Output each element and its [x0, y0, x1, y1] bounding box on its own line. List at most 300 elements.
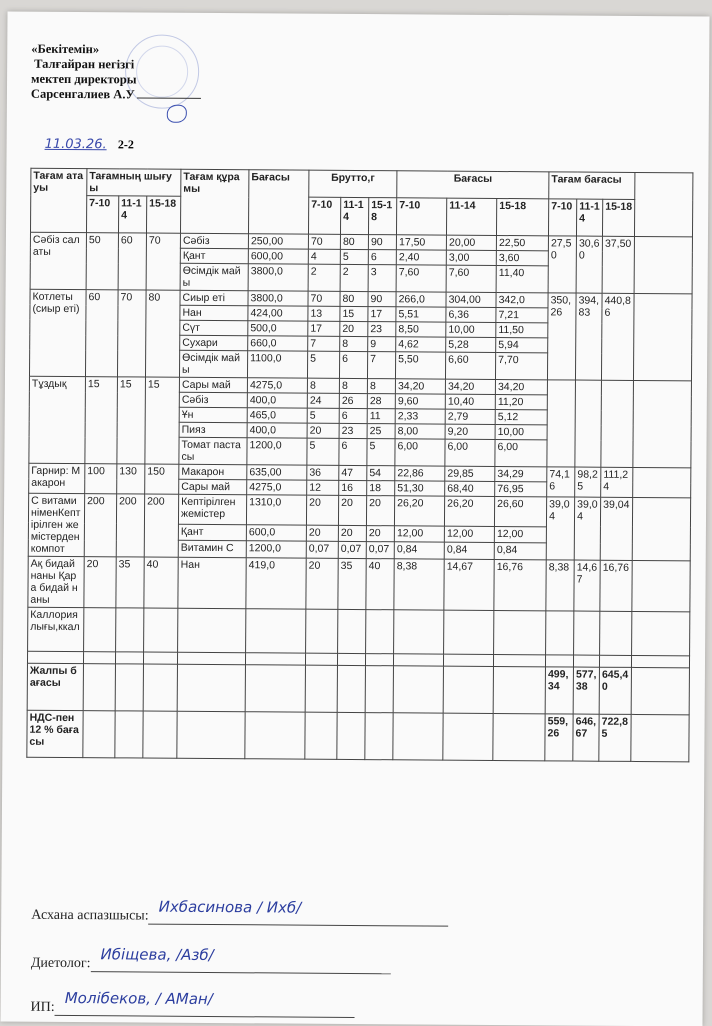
ingredient-gross: 20	[366, 496, 394, 526]
ingredient-price: 600,0	[246, 525, 306, 542]
calories-row	[28, 607, 690, 656]
age-header-row	[30, 195, 692, 237]
ingredient-gross: 6	[339, 438, 367, 465]
ingredient-price: 250,00	[248, 234, 308, 249]
ingredient-gross: 20	[307, 423, 339, 438]
ingredient-price: 400,0	[247, 393, 307, 408]
ingredient-name: Томат пастасы	[179, 437, 247, 464]
vat-row-value: 646,67	[573, 714, 599, 761]
header-composition: Тағам құрамы	[181, 169, 249, 233]
age-group: 7-10	[549, 199, 577, 236]
ingredient-cost: 11,40	[496, 265, 548, 292]
dish-total: 16,76	[600, 560, 632, 611]
ingredient-price: 3800,0	[248, 291, 308, 306]
signature-role: Асхана аспазшысы:	[31, 907, 149, 924]
empty-cell	[306, 653, 338, 665]
ingredient-price: 465,0	[247, 408, 307, 423]
ingredient-cost: 8,00	[395, 424, 445, 439]
empty-cell	[494, 610, 546, 654]
dish-total: 30,60	[576, 236, 602, 293]
ingredient-name: Нан	[178, 557, 246, 608]
empty-cell	[246, 653, 306, 665]
dish-name: Ақ бидай наны Қара бидай наны	[28, 556, 84, 607]
empty-cell	[600, 611, 632, 655]
empty-cell	[634, 236, 692, 293]
ingredient-name: Сиыр еті	[180, 290, 248, 305]
header-gross: Брутто,г	[309, 170, 397, 198]
empty-cell	[493, 713, 545, 760]
ingredient-gross: 5	[367, 439, 395, 466]
empty-cell	[115, 711, 143, 758]
handwritten-signature: Молібеков, / АМан/	[64, 988, 213, 1009]
dish-total: 39,04	[600, 497, 632, 560]
menu-document	[0, 12, 709, 1026]
ingredient-gross: 8	[307, 378, 339, 393]
empty-cell	[634, 293, 693, 380]
signature-line	[149, 897, 449, 927]
ingredient-gross: 35	[338, 558, 366, 609]
dish-yield: 40	[144, 557, 178, 608]
ingredient-price: 660,0	[248, 336, 308, 351]
empty-cell	[338, 653, 366, 665]
ingredient-cost: 34,20	[395, 379, 445, 394]
ingredient-gross: 20	[338, 525, 366, 542]
empty-cell	[443, 713, 493, 760]
ingredient-gross: 47	[339, 465, 367, 480]
approval-label: «Бекітемін»	[31, 41, 100, 57]
ingredient-cost: 12,00	[444, 526, 494, 543]
ingredient-gross: 15	[340, 306, 368, 321]
empty-cell	[633, 467, 691, 497]
ingredient-gross: 26	[339, 393, 367, 408]
empty-cell	[366, 610, 394, 654]
age-group: 11-14	[118, 196, 146, 233]
dish-name: Гарнир: Макарон	[29, 463, 85, 493]
ingredient-cost: 20,00	[446, 235, 496, 250]
dish-yield: 200	[84, 494, 116, 557]
total-row-label: Жалпы бағасы	[27, 663, 83, 710]
school-line: Талғайран негізгі	[34, 56, 135, 72]
ingredient-gross: 6	[340, 351, 368, 378]
ingredient-cost: 14,67	[444, 559, 494, 610]
vat-row-value: 559,26	[545, 714, 573, 761]
empty-cell	[115, 652, 143, 664]
age-group: 7-10	[309, 197, 341, 234]
dish-name: С витаминіменКептірілген жемістерден компот	[28, 493, 84, 556]
empty-cell	[337, 712, 365, 759]
ingredient-gross: 5	[307, 408, 339, 423]
ingredient-gross: 23	[339, 423, 367, 438]
table-row	[28, 556, 690, 612]
ingredient-price: 1200,0	[247, 438, 307, 465]
signature-role: ИП:	[30, 999, 55, 1015]
header-price: Бағасы	[249, 170, 309, 234]
ingredient-cost: 34,20	[495, 379, 547, 394]
empty-cell	[574, 655, 600, 667]
ingredient-cost: 29,85	[445, 466, 495, 481]
age-group: 7-10	[86, 196, 118, 233]
ingredient-cost: 5,28	[446, 337, 496, 352]
ingredient-gross: 25	[367, 424, 395, 439]
ingredient-cost: 34,20	[445, 379, 495, 394]
ingredient-cost: 5,94	[496, 337, 548, 352]
ingredient-gross: 5	[340, 249, 368, 264]
total-row-value: 577,38	[573, 667, 599, 714]
ingredient-name: Витамин С	[178, 541, 246, 558]
menu-body	[27, 232, 693, 762]
dish-yield: 60	[118, 233, 146, 290]
ingredient-cost: 26,20	[445, 496, 495, 526]
ingredient-cost: 9,20	[445, 424, 495, 439]
empty-cell	[115, 664, 143, 711]
empty-cell	[632, 655, 690, 667]
ingredient-gross: 16	[339, 480, 367, 495]
ingredient-cost: 6,60	[446, 352, 496, 379]
ingredient-gross: 13	[308, 306, 340, 321]
dish-yield: 200	[144, 494, 178, 557]
empty-cell	[177, 664, 245, 711]
header-cost: Бағасы	[397, 171, 549, 199]
ingredient-cost: 51,30	[395, 481, 445, 496]
ingredient-cost: 11,50	[496, 322, 548, 337]
header-extra	[635, 172, 693, 236]
ingredient-name: Сәбіз	[180, 233, 248, 248]
ingredient-gross: 17	[308, 321, 340, 336]
ingredient-cost: 2,33	[395, 409, 445, 424]
ingredient-name: Сүт	[180, 320, 248, 335]
dish-yield: 60	[85, 290, 118, 377]
age-group: 11-14	[447, 198, 497, 235]
empty-cell	[366, 654, 394, 666]
ingredient-price: 4275,0	[247, 480, 307, 495]
ingredient-gross: 80	[340, 291, 368, 306]
dish-yield: 200	[116, 494, 144, 557]
dish-total: 74,16	[547, 467, 575, 497]
ingredient-cost: 5,51	[396, 307, 446, 322]
empty-cell	[394, 654, 444, 666]
ingredient-cost: 68,40	[445, 481, 495, 496]
ingredient-name: Кептірілген жемістер	[178, 494, 246, 524]
empty-cell	[600, 655, 632, 667]
empty-cell	[245, 665, 305, 712]
dish-yield: 15	[117, 377, 146, 464]
dish-total: 39,04	[574, 497, 600, 560]
ingredient-gross: 0,07	[306, 542, 338, 559]
ingredient-cost: 304,00	[446, 292, 496, 307]
ingredient-name: Өсімдік майы	[180, 263, 248, 290]
header-dish: Тағам атауы	[30, 168, 86, 232]
dish-yield: 50	[86, 233, 118, 290]
empty-cell	[393, 713, 443, 760]
table-row	[28, 493, 690, 527]
ingredient-gross: 36	[307, 465, 339, 480]
dish-total	[601, 380, 634, 467]
ingredient-gross: 8	[339, 378, 367, 393]
ingredient-gross: 90	[368, 235, 396, 250]
ingredient-cost: 6,00	[445, 439, 495, 466]
ingredient-gross: 5	[307, 438, 339, 465]
ingredient-gross: 11	[367, 409, 395, 424]
dish-total: 98,25	[575, 467, 601, 497]
signature-role: Диетолог:	[30, 955, 91, 972]
empty-cell	[306, 609, 338, 653]
empty-cell	[444, 654, 494, 666]
dish-yield: 100	[85, 464, 117, 494]
ingredient-name: Сухари	[180, 335, 248, 350]
menu-table	[26, 168, 693, 763]
dish-total: 14,67	[574, 560, 600, 611]
ingredient-gross: 40	[366, 559, 394, 610]
empty-cell	[632, 611, 690, 655]
day-number: 2-2	[117, 137, 134, 152]
ingredient-cost: 12,00	[394, 526, 444, 543]
ingredient-gross: 4	[308, 249, 340, 264]
ingredient-price: 500,0	[248, 321, 308, 336]
empty-cell	[443, 666, 493, 713]
ingredient-gross: 12	[307, 480, 339, 495]
ingredient-cost: 3,00	[446, 250, 496, 265]
dish-yield: 80	[145, 290, 180, 377]
ingredient-cost: 6,36	[446, 307, 496, 322]
header-dish-cost: Тағам бағасы	[549, 172, 635, 200]
ingredient-gross: 80	[340, 234, 368, 249]
ingredient-gross: 20	[306, 558, 338, 609]
ingredient-price: 635,00	[247, 465, 307, 480]
handwritten-date: 11.03.26.	[44, 136, 107, 153]
ingredient-cost: 3,60	[496, 250, 548, 265]
ingredient-price: 419,0	[246, 558, 306, 609]
ingredient-cost: 5,50	[396, 352, 446, 379]
calories-label: Каллориялығы,ккал	[28, 607, 84, 651]
age-group: 7-10	[397, 198, 447, 235]
empty-cell	[393, 666, 443, 713]
signature-line	[137, 97, 201, 98]
empty-cell	[305, 712, 337, 759]
ingredient-cost: 0,84	[444, 543, 494, 560]
signature-row	[30, 988, 355, 1018]
ingredient-price: 1310,0	[246, 495, 306, 525]
empty-cell	[494, 654, 546, 666]
empty-cell	[631, 714, 689, 761]
empty-cell	[143, 652, 177, 664]
dish-yield: 20	[84, 557, 116, 608]
ingredient-cost: 342,0	[496, 292, 548, 307]
empty-cell	[546, 611, 574, 655]
ingredient-cost: 10,00	[495, 424, 547, 439]
ingredient-cost: 6,00	[495, 439, 547, 466]
ingredient-price: 3800,0	[248, 264, 308, 291]
ingredient-gross: 7	[308, 336, 340, 351]
dish-total: 394,83	[576, 293, 603, 380]
ingredient-gross: 20	[306, 495, 338, 525]
total-row	[27, 663, 689, 715]
vat-row	[27, 710, 689, 762]
ingredient-price: 1100,0	[248, 351, 308, 378]
ingredient-price: 4275,0	[247, 378, 307, 393]
empty-cell	[337, 665, 365, 712]
dish-yield: 15	[145, 377, 180, 464]
total-row-value: 499,34	[545, 667, 573, 714]
director-line	[31, 87, 201, 103]
empty-cell	[144, 608, 178, 652]
ingredient-price: 424,00	[248, 306, 308, 321]
dish-yield: 150	[145, 464, 179, 494]
ingredient-name: Сәбіз	[179, 392, 247, 407]
dish-total: 37,50	[602, 236, 634, 293]
handwritten-signature: Ибіщева, /Азб/	[100, 945, 214, 965]
empty-cell	[631, 667, 689, 714]
ingredient-cost: 4,62	[396, 337, 446, 352]
ingredient-gross: 20	[338, 495, 366, 525]
ingredient-cost: 16,76	[494, 559, 546, 610]
ingredient-gross: 17	[368, 307, 396, 322]
ingredient-gross: 5	[308, 351, 340, 378]
dish-name: Котлеты (сиыр еті)	[29, 289, 86, 376]
ingredient-cost: 22,50	[496, 235, 548, 250]
school-line-2: мектеп директоры	[31, 71, 137, 87]
ingredient-cost: 17,50	[396, 235, 446, 250]
dish-total: 350,26	[548, 293, 577, 380]
age-group: 15-18	[146, 196, 180, 233]
dish-total: 440,86	[602, 293, 635, 380]
empty-cell	[493, 666, 545, 713]
empty-cell	[245, 712, 305, 759]
age-group: 11-14	[341, 197, 369, 234]
ingredient-gross: 20	[366, 525, 394, 542]
signature-line	[55, 988, 355, 1018]
ingredient-cost: 34,29	[495, 466, 547, 481]
ingredient-gross: 2	[308, 264, 340, 291]
dish-yield: 15	[85, 377, 118, 464]
header-yield: Тағамның шығуы	[87, 169, 181, 197]
age-group: 15-18	[369, 198, 397, 235]
empty-cell	[143, 711, 177, 758]
dish-total	[575, 380, 602, 467]
empty-cell	[246, 609, 306, 653]
empty-cell	[83, 664, 115, 711]
ingredient-gross: 2	[340, 264, 368, 291]
ingredient-cost: 8,50	[396, 322, 446, 337]
total-row-value: 645,40	[599, 667, 631, 714]
ingredient-cost: 6,00	[395, 439, 445, 466]
dish-yield: 35	[116, 557, 144, 608]
ingredient-cost: 7,70	[496, 352, 548, 379]
ingredient-gross: 90	[368, 292, 396, 307]
signature-row	[31, 897, 448, 927]
ingredient-name: Сары май	[179, 377, 247, 392]
ingredient-cost: 10,40	[445, 394, 495, 409]
dish-total	[547, 380, 576, 467]
ingredient-cost: 7,60	[446, 265, 496, 292]
empty-cell	[143, 664, 177, 711]
ingredient-gross: 24	[307, 393, 339, 408]
empty-cell	[177, 711, 245, 758]
age-group: 15-18	[603, 199, 635, 236]
empty-cell	[83, 652, 115, 664]
ingredient-gross: 23	[368, 322, 396, 337]
dish-total: 39,04	[546, 497, 574, 560]
empty-cell	[178, 652, 246, 664]
ingredient-gross: 0,07	[338, 542, 366, 559]
ingredient-gross: 70	[308, 291, 340, 306]
dish-total: 8,38	[546, 560, 574, 611]
ingredient-cost: 7,60	[396, 265, 446, 292]
ingredient-name: Қант	[180, 248, 248, 263]
director-signature-mark	[167, 105, 187, 123]
empty-cell	[444, 610, 494, 654]
ingredient-cost: 266,0	[396, 292, 446, 307]
ingredient-price: 600,00	[248, 249, 308, 264]
ingredient-cost: 2,40	[396, 250, 446, 265]
ingredient-cost: 26,20	[395, 496, 445, 526]
ingredient-cost: 9,60	[395, 394, 445, 409]
empty-cell	[632, 497, 690, 560]
empty-cell	[27, 651, 83, 663]
ingredient-name: Пияз	[179, 422, 247, 437]
ingredient-gross: 20	[306, 525, 338, 542]
dish-total: 111,24	[601, 467, 633, 497]
ingredient-name: Макарон	[179, 464, 247, 479]
signature-line	[90, 945, 390, 974]
empty-cell	[574, 611, 600, 655]
ingredient-gross: 8	[340, 336, 368, 351]
ingredient-gross: 6	[368, 250, 396, 265]
handwritten-signature: Ихбасинова / Ихб/	[158, 897, 302, 917]
dish-yield: 70	[117, 290, 146, 377]
date-line	[45, 136, 134, 153]
dish-name: Тұздық	[29, 376, 86, 463]
empty-cell	[365, 666, 393, 713]
dish-total: 27,50	[548, 236, 576, 293]
ingredient-name: Ұн	[179, 407, 247, 422]
ingredient-name: Қант	[178, 524, 246, 541]
director-name: Сарсенгалиев А.У	[30, 86, 135, 102]
ingredient-gross: 7	[368, 352, 396, 379]
ingredient-gross: 8	[367, 379, 395, 394]
empty-cell	[632, 560, 690, 611]
ingredient-gross: 3	[368, 265, 396, 292]
ingredient-name: Нан	[180, 305, 248, 320]
ingredient-name: Өсімдік майы	[180, 350, 248, 377]
ingredient-cost: 5,12	[495, 409, 547, 424]
approval-block	[31, 42, 201, 103]
ingredient-gross: 18	[367, 481, 395, 496]
ingredient-gross: 9	[368, 337, 396, 352]
ingredient-price: 1200,0	[246, 541, 306, 558]
empty-cell	[338, 609, 366, 653]
ingredient-gross: 20	[340, 321, 368, 336]
ingredient-gross: 70	[308, 234, 340, 249]
ingredient-price: 400,0	[247, 423, 307, 438]
vat-row-label: НДС-пен 12 % бағасы	[27, 710, 83, 757]
age-group: 15-18	[497, 198, 549, 235]
ingredient-cost: 0,84	[394, 542, 444, 559]
empty-cell	[365, 713, 393, 760]
ingredient-gross: 54	[367, 466, 395, 481]
dish-yield: 70	[146, 233, 180, 290]
ingredient-cost: 76,95	[495, 481, 547, 496]
ingredient-cost: 11,20	[495, 394, 547, 409]
dish-name: Сәбіз салаты	[30, 232, 86, 289]
empty-cell	[84, 608, 116, 652]
ingredient-name: Сары май	[179, 479, 247, 494]
ingredient-gross: 28	[367, 394, 395, 409]
ingredient-cost: 8,38	[394, 559, 444, 610]
ingredient-gross: 6	[339, 408, 367, 423]
empty-cell	[394, 610, 444, 654]
ingredient-cost: 0,84	[494, 543, 546, 560]
ingredient-cost: 22,86	[395, 466, 445, 481]
